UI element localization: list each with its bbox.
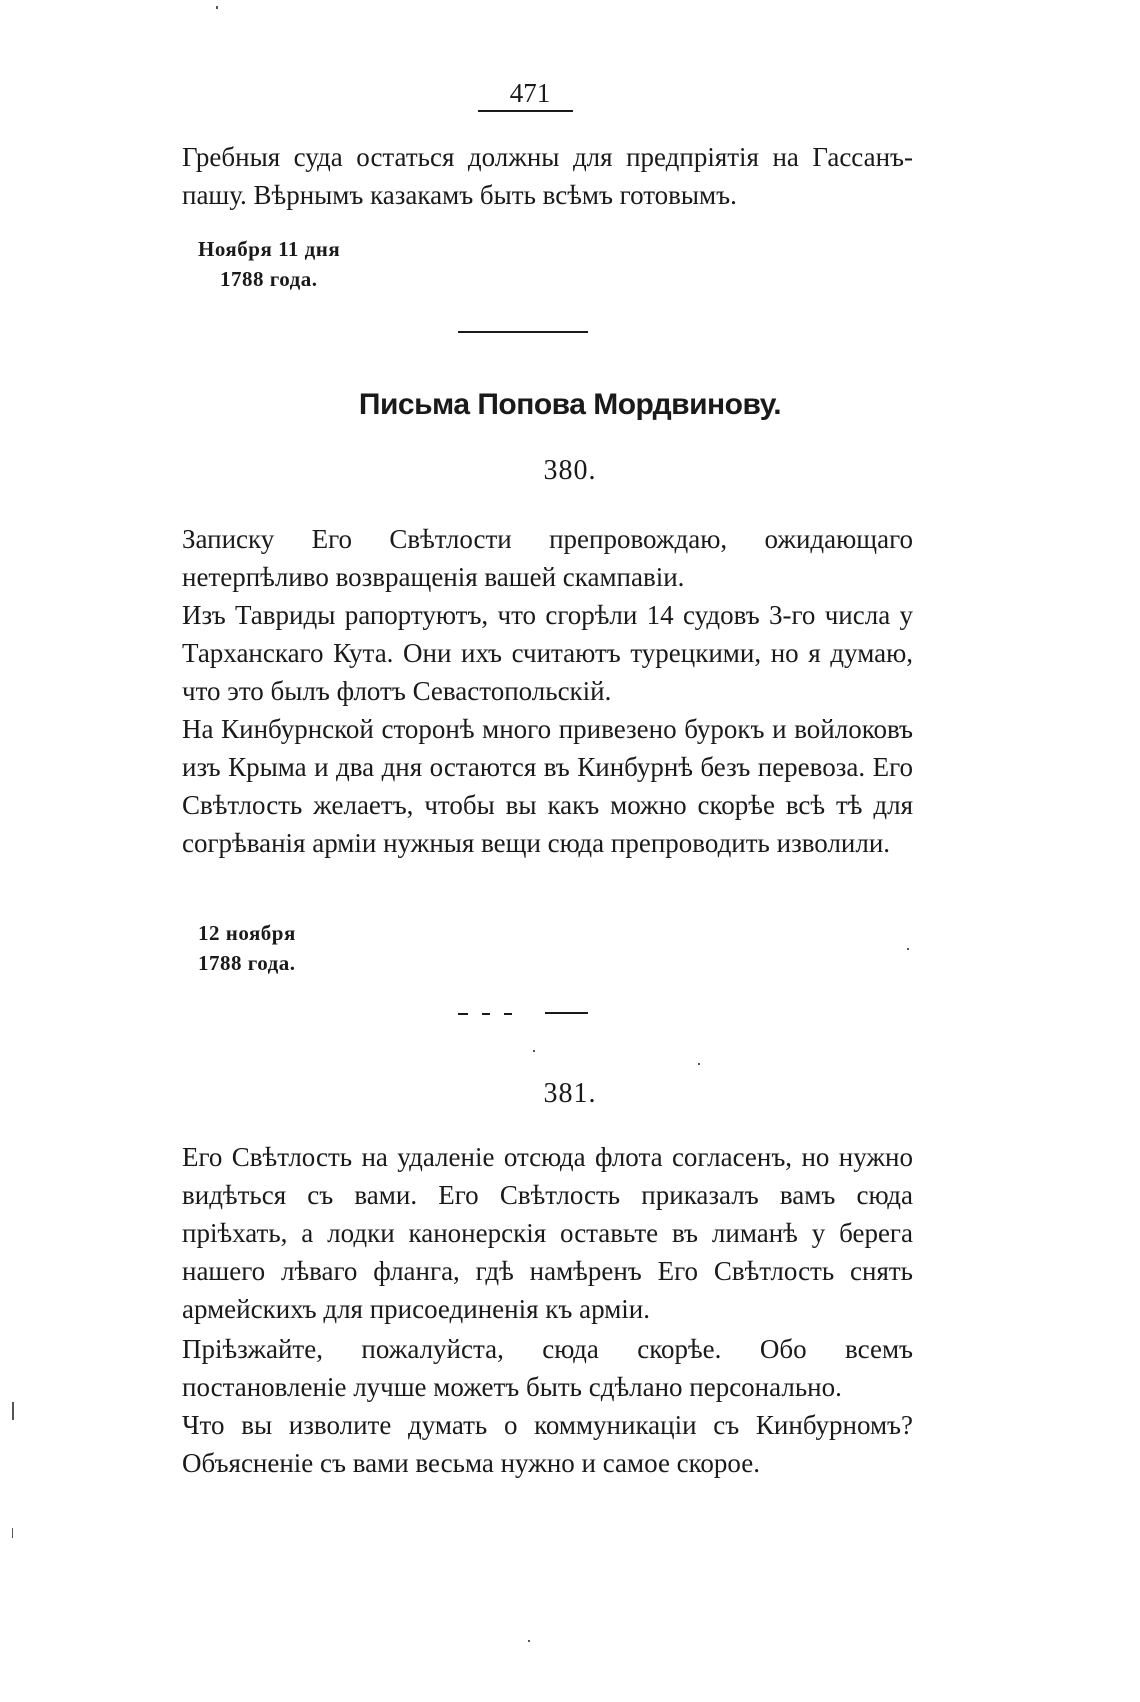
divider-dash-1: [458, 1013, 468, 1015]
letter-380-date-line1: 12 ноября: [198, 921, 296, 945]
letter-380-paragraph-1: Записку Его Свѣтлости препровождаю, ожидающаго нетерпѣливо возвращенія вашей скампавіи.: [182, 524, 913, 592]
section-divider: [458, 331, 588, 333]
letter-381-paragraph-3: Что вы изволите думать о коммуникаціи съ Кинбурномъ? Объясненіе съ вами весьма нужно и самое скорое.: [182, 1410, 913, 1478]
letter-381-number: 381.: [543, 1078, 597, 1109]
margin-mark: [12, 1402, 14, 1420]
print-speck: [698, 1063, 700, 1065]
divider-dash-2: [482, 1013, 490, 1015]
continuation-date-line2: 1788 года.: [220, 267, 318, 291]
letter-381-paragraph-1: Его Свѣтлость на удаленіе отсюда флота согласенъ, но нужно видѣться съ вами. Его Свѣтлость приказалъ вамъ сюда пріѣхать, а лодки канонерскія оставьте въ лиманѣ у берега нашего лѣваго фланга, гдѣ намѣренъ Его Свѣтлость снять армейскихъ для присоединенія къ арміи.: [182, 1142, 913, 1324]
divider-dash-3: [504, 1013, 512, 1015]
section-title: Письма Попова Мордвинову.: [358, 388, 782, 421]
page-number: 471: [509, 78, 551, 108]
print-speck: [528, 1640, 530, 1642]
letter-381-paragraph-2: Пріѣзжайте, пожалуйста, сюда скорѣе. Обо всемъ постановленіе лучше можетъ быть сдѣлано персонально.: [182, 1334, 913, 1402]
margin-mark: [12, 1528, 13, 1538]
divider-rule: [545, 1012, 588, 1014]
print-speck: [907, 948, 909, 950]
letter-380-date-line2: 1788 года.: [198, 951, 296, 975]
page-number-underline: [478, 110, 573, 112]
letter-380-paragraph-2: Изъ Тавриды рапортуютъ, что сгорѣли 14 судовъ 3-го числа у Тарханскаго Кута. Они ихъ считаютъ турецкими, но я думаю, что это былъ флотъ Севастопольскій.: [182, 600, 913, 706]
continuation-paragraph: Гребныя суда остаться должны для предпріятія на Гассанъ-пашу. Вѣрнымъ казакамъ быть всѣмъ готовымъ.: [182, 142, 913, 210]
print-speck: [216, 6, 218, 9]
continuation-date-line1: Ноября 11 дня: [198, 237, 341, 261]
letter-380-paragraph-3: На Кинбурнской сторонѣ много привезено бурокъ и войлоковъ изъ Крыма и два дня остаются въ Кинбурнѣ безъ перевоза. Его Свѣтлость желаетъ, чтобы вы какъ можно скорѣе всѣ тѣ для согрѣванія арміи нужныя вещи сюда препроводить изволили.: [182, 714, 913, 858]
print-speck: [533, 1050, 535, 1052]
letter-380-number: 380.: [543, 455, 597, 486]
